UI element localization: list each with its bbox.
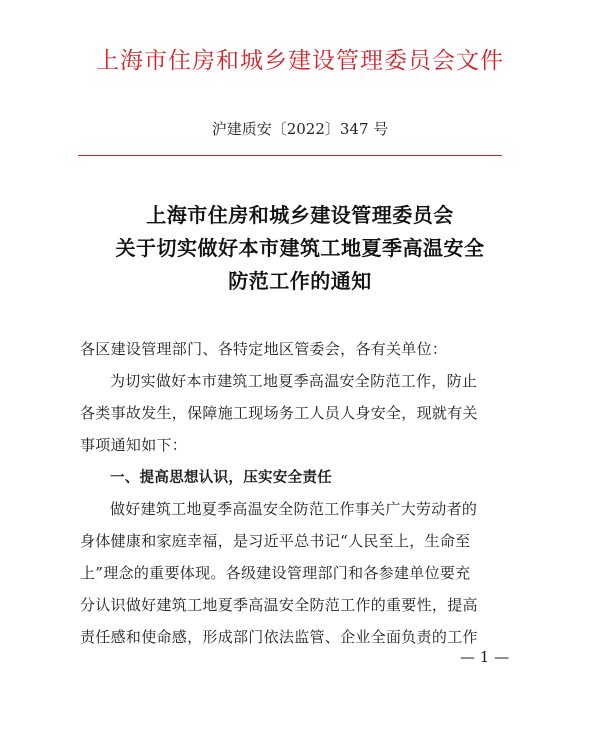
document-header-title: 上海市住房和城乡建设管理委员会文件	[96, 48, 504, 74]
salutation: 各区建设管理部门、各特定地区管委会，各有关单位：	[80, 340, 448, 358]
section-1-line-2: 身体健康和家庭幸福，是习近平总书记“人民至上，生命至	[80, 532, 471, 550]
notice-title-line-3: 防范工作的通知	[228, 269, 372, 293]
section-1-line-3: 上”理念的重要体现。各级建设管理部门和各参建单位要充	[80, 564, 471, 582]
section-1-line-4: 分认识做好建筑工地夏季高温安全防范工作的重要性，提高	[80, 596, 478, 614]
red-divider-rule	[78, 155, 502, 156]
section-1-heading: 一、提高思想认识，压实安全责任	[110, 470, 332, 486]
page-number: — 1 —	[460, 648, 510, 666]
notice-title-line-2: 关于切实做好本市建筑工地夏季高温安全	[115, 236, 485, 260]
intro-line-2: 各类事故发生，保障施工现场务工人员人身安全，现就有关	[80, 404, 478, 422]
intro-line-3: 事项通知如下：	[80, 436, 188, 454]
intro-line-1: 为切实做好本市建筑工地夏季高温安全防范工作，防止	[110, 372, 478, 390]
section-1-line-1: 做好建筑工地夏季高温安全防范工作事关广大劳动者的	[110, 500, 478, 518]
notice-title-line-1: 上海市住房和城乡建设管理委员会	[146, 203, 454, 227]
document-number: 沪建质安〔2022〕347 号	[211, 120, 389, 138]
section-1-line-5: 责任感和使命感，形成部门依法监管、企业全面负责的工作	[80, 628, 478, 646]
